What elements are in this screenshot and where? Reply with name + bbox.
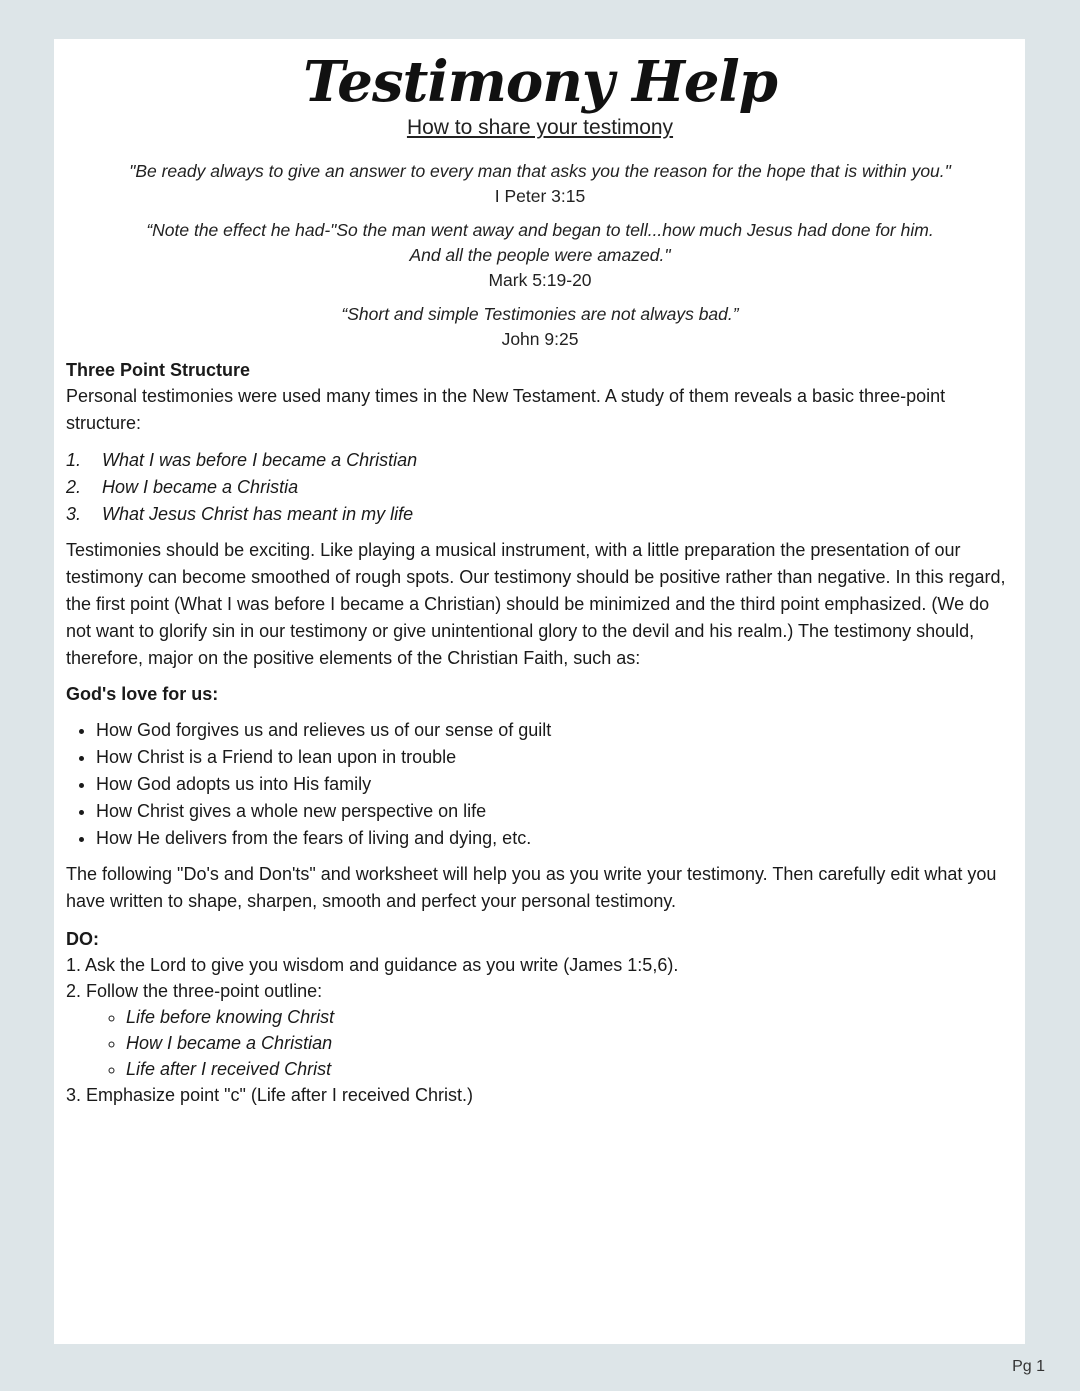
- quote-john: [66, 302, 1014, 352]
- list-item: • How God adopts us into His family: [96, 771, 1014, 798]
- section-heading-do: DO:: [66, 929, 99, 949]
- do-item-3: 3. Emphasize point "c" (Life after I received Christ.): [66, 1085, 473, 1105]
- quote-peter: [66, 159, 1014, 209]
- list-item: [66, 447, 1014, 474]
- do-item-2: 2. Follow the three-point outline:: [66, 981, 323, 1001]
- list-item: • How He delivers from the fears of living and dying, etc.: [96, 825, 1014, 852]
- list-item: [66, 474, 1014, 501]
- list-text: What I was before I became a Christian: [102, 450, 418, 470]
- section-heading-structure: Three Point Structure: [66, 360, 251, 380]
- page-subtitle: How to share your testimony: [406, 116, 674, 139]
- quote-text: “Note the effect he had-"So the man went away and began to tell...how much Jesus had done for him.: [146, 220, 934, 240]
- list-item: • How Christ is a Friend to lean upon in trouble: [96, 744, 1014, 771]
- page-content: [66, 39, 1014, 1108]
- list-item: ◦ How I became a Christian: [126, 1030, 1014, 1056]
- list-number: 2.: [66, 477, 82, 497]
- quote-text: “Short and simple Testimonies are not always bad.”: [341, 304, 739, 324]
- document-page: [54, 39, 1025, 1344]
- quote-mark: [66, 218, 1014, 293]
- list-text: What Jesus Christ has meant in my life: [102, 504, 414, 524]
- list-item: • How God forgives us and relieves us of our sense of guilt: [96, 717, 1014, 744]
- quote-text: "Be ready always to give an answer to every man that asks you the reason for the hope that is within you.": [129, 161, 951, 181]
- love-list: [66, 717, 1014, 852]
- do-item-1: 1. Ask the Lord to give you wisdom and guidance as you write (James 1:5,6).: [66, 955, 679, 975]
- list-item: [66, 501, 1014, 528]
- list-item: • How Christ gives a whole new perspective on life: [96, 798, 1014, 825]
- three-point-list: [66, 447, 1014, 528]
- quote-reference: John 9:25: [501, 329, 579, 349]
- structure-body: Testimonies should be exciting. Like playing a musical instrument, with a little preparation the presentation of our testimony can become smoothed of rough spots. Our testimony should be positive rather than negative. In this regard, the first point (What I was before I became a Christian) should be minimized and the third point emphasized. (We do not want to glorify sin in our testimony or give unintentional glory to the devil and his realm.) The testimony should, therefore, major on the positive elements of the Christian Faith, such as:: [66, 540, 1006, 668]
- do-sub-list: [66, 1004, 1014, 1082]
- love-closing: The following "Do's and Don'ts" and worksheet will help you as you write your testimony. Then carefully edit what you have written to shape, sharpen, smooth and perfect your personal testimony.: [66, 864, 997, 911]
- quote-reference: I Peter 3:15: [494, 186, 586, 206]
- quote-text: And all the people were amazed.": [409, 245, 671, 265]
- list-item: ◦ Life before knowing Christ: [126, 1004, 1014, 1030]
- list-number: 3.: [66, 504, 82, 524]
- quote-reference: Mark 5:19-20: [488, 270, 592, 290]
- section-heading-love: God's love for us:: [66, 684, 219, 704]
- page-title: Testimony Help: [303, 49, 777, 115]
- page-number: Pg 1: [1012, 1358, 1045, 1375]
- list-item: ◦ Life after I received Christ: [126, 1056, 1014, 1082]
- list-number: 1.: [66, 450, 82, 470]
- structure-intro: Personal testimonies were used many times in the New Testament. A study of them reveals a basic three-point structure:: [66, 386, 946, 433]
- list-text: How I became a Christia: [102, 477, 299, 497]
